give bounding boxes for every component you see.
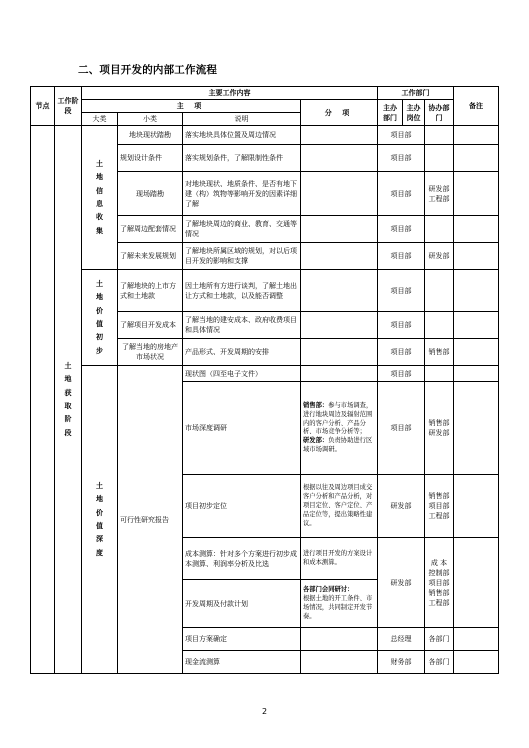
vertical-char: 收 — [96, 213, 103, 222]
vertical-char: 度 — [96, 548, 103, 557]
row-sub — [301, 366, 378, 382]
row-minor: 了解当地的房地产市场状况 — [118, 339, 183, 366]
node-cell — [31, 126, 55, 674]
row-desc: 市场深度调研 — [183, 382, 301, 475]
header-minor: 小类 — [118, 113, 183, 126]
vertical-char: 价 — [96, 306, 103, 315]
vertical-char: 信 — [96, 186, 103, 195]
row-desc: 了解地块周边的商业、教育、交通等情况 — [183, 216, 301, 243]
vertical-char: 深 — [96, 535, 103, 544]
row-desc: 落实规划条件，了解限制性条件 — [183, 145, 301, 172]
row-lead: 财务部 — [378, 651, 425, 674]
section-title: 二、项目开发的内部工作流程 — [78, 64, 218, 76]
row-lead: 项目部 — [378, 172, 425, 216]
vertical-char: 值 — [96, 521, 103, 530]
row-remark — [454, 145, 499, 172]
row-sub: 进行项目开发的方案设计和成本测算。 — [301, 538, 378, 580]
row-remark — [454, 270, 499, 312]
row-assist: 销售部 — [425, 339, 454, 366]
header-dept: 工作部门 — [378, 87, 454, 100]
sub-label-sales: 销售部： — [303, 401, 329, 409]
header-stage: 工作阶段 — [55, 87, 82, 126]
row-assist — [425, 126, 454, 145]
row-sub — [301, 651, 378, 674]
vertical-char: 集 — [96, 226, 103, 235]
group-land-value-initial — [82, 270, 118, 366]
row-assist — [425, 270, 454, 312]
row-minor: 了解项目开发成本 — [118, 312, 183, 339]
row-desc: 落实地块具体位置及周边情况 — [183, 126, 301, 145]
row-remark — [454, 126, 499, 145]
vertical-char: 地 — [96, 495, 103, 504]
row-assist — [425, 366, 454, 382]
row-assist: 成 本 控制部 项目部 销售部 工程部 — [425, 538, 454, 628]
row-lead: 项目部 — [378, 312, 425, 339]
header-major: 大类 — [82, 113, 118, 126]
row-assist: 研发部 — [425, 243, 454, 270]
row-desc: 对地块现状、地质条件、是否有地下建（构）筑物等影响开发的因素详细了解 — [183, 172, 301, 216]
row-remark — [454, 538, 499, 628]
row-desc: 了解当地的建安成本、政府收费项目和具体情况 — [183, 312, 301, 339]
row-sub — [301, 243, 378, 270]
header-desc: 说明 — [183, 113, 301, 126]
row-sub — [301, 312, 378, 339]
vertical-char: 段 — [64, 428, 72, 437]
row-lead: 项目部 — [378, 270, 425, 312]
header-node: 节点 — [31, 87, 55, 126]
row-remark — [454, 243, 499, 270]
workflow-table — [30, 86, 499, 674]
row-minor: 现场踏勘 — [118, 172, 183, 216]
vertical-char: 获 — [64, 388, 72, 397]
row-sub — [301, 172, 378, 216]
feasibility-report: 可行性研究报告 — [118, 366, 183, 674]
row-desc: 项目方案确定 — [183, 628, 301, 651]
row-assist — [425, 312, 454, 339]
row-sub — [301, 216, 378, 243]
vertical-char: 值 — [96, 319, 103, 328]
row-assist: 销售部 研发部 — [425, 382, 454, 475]
vertical-char: 息 — [96, 199, 103, 208]
row-minor: 了解地块的上市方式和土地款 — [118, 270, 183, 312]
row-remark — [454, 366, 499, 382]
row-lead: 项目部 — [378, 216, 425, 243]
row-desc: 因土地所有方进行谈判，了解土地出让方式和土地款，以及能否调整 — [183, 270, 301, 312]
sub-text-all-depts: 根据土地的开工条件、市场情况，共同制定开发节奏。 — [303, 595, 373, 620]
group-land-value-initial-text — [84, 278, 115, 358]
row-desc: 现金流测算 — [183, 651, 301, 674]
row-remark — [454, 382, 499, 475]
row-remark — [454, 651, 499, 674]
row-desc: 产品形式、开发周期的安排 — [183, 339, 301, 366]
row-desc: 项目初步定位 — [183, 475, 301, 538]
row-minor: 地块现状踏勘 — [118, 126, 183, 145]
vertical-char: 地 — [64, 375, 72, 384]
group-land-value-deep — [82, 366, 118, 674]
header-lead-dept: 主办部门 — [378, 100, 403, 126]
row-sub: 根据以往及周边项目成交客户分析和产品分析，对项目定位、客户定位、产品定位等，提出策略性建议。 — [301, 475, 378, 538]
row-assist: 各部门 — [425, 651, 454, 674]
row-minor: 规划设计条件 — [118, 145, 183, 172]
vertical-char: 步 — [96, 346, 103, 355]
header-main-content: 主要工作内容 — [82, 87, 378, 100]
row-remark — [454, 475, 499, 538]
vertical-char: 土 — [96, 160, 103, 169]
row-minor: 了解周边配套情况 — [118, 216, 183, 243]
row-lead: 项目部 — [378, 366, 425, 382]
row-desc: 开发周期及付款计划 — [183, 580, 301, 628]
row-lead: 项目部 — [378, 145, 425, 172]
vertical-char: 地 — [96, 293, 103, 302]
row-desc: 现状图（四至电子文件） — [183, 366, 301, 382]
sub-label-all-depts: 各部门会同研讨： — [303, 586, 354, 594]
header-remark: 备注 — [454, 87, 499, 126]
row-sub — [301, 145, 378, 172]
page-number: 2 — [261, 707, 268, 716]
phase-text — [57, 360, 79, 440]
group-land-info — [82, 126, 118, 270]
row-lead: 项目部 — [378, 126, 425, 145]
row-lead: 项目部 — [378, 382, 425, 475]
vertical-char: 初 — [96, 333, 103, 342]
sub-label-rd: 研发部： — [303, 437, 329, 445]
row-sub — [301, 628, 378, 651]
row-sub — [301, 382, 378, 475]
row-assist: 研发部 工程部 — [425, 172, 454, 216]
row-minor: 了解未来发展规划 — [118, 243, 183, 270]
header-main-item: 主 项 — [82, 100, 301, 113]
vertical-char: 土 — [64, 362, 72, 371]
header-assist-dept: 协办部门 — [425, 100, 454, 126]
row-lead: 研发部 — [378, 475, 425, 538]
row-sub — [301, 580, 378, 628]
row-lead: 项目部 — [378, 243, 425, 270]
row-remark — [454, 312, 499, 339]
row-remark — [454, 172, 499, 216]
row-assist: 销售部 项目部 工程部 — [425, 475, 454, 538]
sub-text-sales: 参与市场调查，进行地块周边及辐射范围内的客户分析、产品分析、市场竞争分析等； — [303, 401, 373, 436]
row-sub — [301, 270, 378, 312]
vertical-char: 地 — [96, 173, 103, 182]
vertical-char: 价 — [96, 508, 103, 517]
group-land-value-deep-text — [84, 480, 115, 560]
vertical-char: 土 — [96, 280, 103, 289]
row-lead: 项目部 — [378, 339, 425, 366]
vertical-char: 土 — [96, 482, 103, 491]
row-remark — [454, 216, 499, 243]
row-desc: 成本测算：针对多个方案进行初步成本测算、利润率分析及比选 — [183, 538, 301, 580]
group-land-info-text — [84, 158, 115, 238]
vertical-char: 阶 — [64, 415, 72, 424]
row-lead: 研发部 — [378, 538, 425, 628]
row-sub — [301, 126, 378, 145]
header-sub-item: 分 项 — [301, 100, 378, 126]
vertical-char: 取 — [64, 401, 72, 410]
row-assist — [425, 145, 454, 172]
sub-text-rd: 负责协助进行区域市场调研。 — [303, 437, 373, 454]
row-desc: 了解地块所属区域的规划，对以后项目开发的影响和支撑 — [183, 243, 301, 270]
row-lead: 总经理 — [378, 628, 425, 651]
row-sub — [301, 339, 378, 366]
row-assist — [425, 216, 454, 243]
row-assist: 各部门 — [425, 628, 454, 651]
row-remark — [454, 628, 499, 651]
phase-label — [55, 126, 82, 674]
row-remark — [454, 339, 499, 366]
header-lead-post: 主办岗位 — [403, 100, 425, 126]
